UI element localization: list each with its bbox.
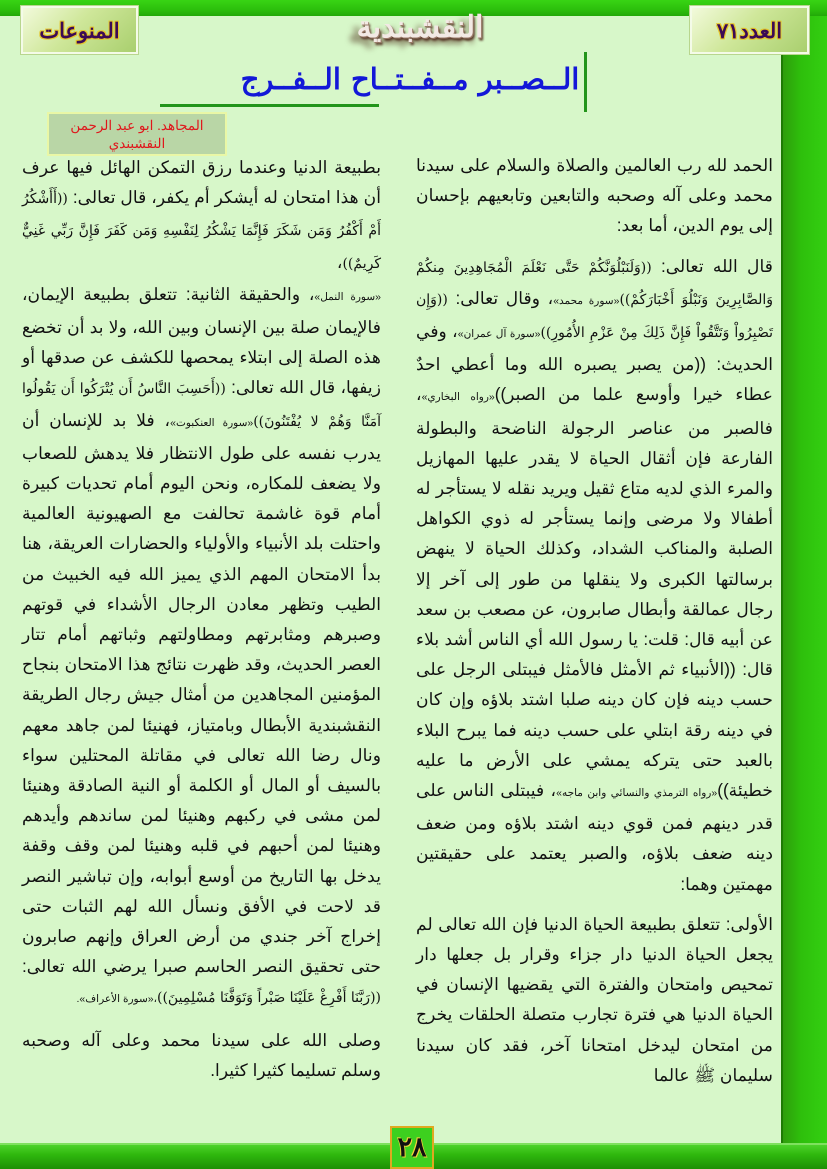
author-affiliation: النقشبندي	[108, 136, 166, 151]
article-column-left	[22, 152, 381, 1095]
quran-verse: ((أَأَشْكُرُ أَمْ أَكْفُرُ وَمَن شَكَرَ فَإِنَّمَا يَشْكُرُ لِنَفْسِهِ وَمَن كَفَرَ فَإِنَّ رَبِّي غَنِيٌّ كَرِيمٌ))	[22, 191, 381, 272]
quran-verse: ((أَحَسِبَ النَّاسُ أَن يُتْرَكُوا أَن يَقُولُوا آمَنَّا وَهُمْ لا يُفْتَنُونَ))	[22, 381, 381, 430]
reference: «سورة محمد»	[553, 294, 620, 307]
text-run: ، فالصبر من عناصر الرجولة الناضحة والبطولة الفارعة فإن أثقال الحياة لا يقدر عليها المهازيل والمرء الذي لديه متاع ثقيل ويريد نقله لا يستأجر له أطفالا ولا مرضى وإنما يستأجر له ذوي الكواهل الصلبة والمناكب الشداد، وكذلك الحياة لا ينهض برسالتها الكبرى ولا ينقلها من طور إلى آخر إلا رجال عمالقة وأبطال صابرون، عن مصعب بن سعد عن أبيه قال: قلت: يا رسول الله أي الناس أشد بلاء قال: ((الأنبياء ثم الأمثل فالأمثل فيبتلى الرجل على حسب دينه فإن كان دينه صلبا اشتد بلاؤه وإن كان في دينه رقة ابتلي على حسب دينه فما يبرح البلاء بالعبد حتى يتركه يمشي على الأرض ما عليه خطيئة))	[416, 384, 773, 801]
magazine-title: النقشبندية	[356, 10, 484, 45]
paragraph-first-truth: الأولى: تتعلق بطبيعة الحياة الدنيا فإن الله تعالى لم يجعل الحياة الدنيا دار جزاء وقرار بل جعلها دار تمحيص وامتحان والفترة التي يقضيها الإنسان في الحياة الدنيا هي فترة تجارب متصلة الحلقات يخرج من امتحان ليدخل امتحانا آخر، فقد كان سيدنا سليمان ﷺ عالما	[416, 913, 773, 1085]
title-divider-horizontal	[160, 104, 379, 107]
section-badge	[21, 6, 138, 54]
reference: ،«سورة الأعراف».	[76, 993, 157, 1006]
text-run: ، فيبتلى الناس على قدر دينهم فمن قوي دينه اشتد بلاؤه ومن ضعف دينه ضعف بلاؤه، والصبر يعتمد على حقيقتين مهمتين وهما:	[416, 780, 773, 894]
article-column-right	[416, 150, 773, 1100]
issue-label: العدد٧١	[716, 17, 783, 43]
page-number: ٢٨	[397, 1132, 427, 1163]
author-name: المجاهد. ابو عبد الرحمن	[70, 118, 204, 133]
reference: «رواه الترمذي والنسائي وابن ماجه»	[556, 787, 718, 800]
reference: «سورة النمل»	[314, 290, 381, 303]
text-run: قال الله تعالى:	[651, 255, 773, 276]
issue-badge	[690, 6, 809, 54]
hadith-text: ، وفي الحديث: ((من يصبر يصبره الله وما أعطي احدٌ عطاء خيرا وأوسع علما من الصبر))	[416, 321, 773, 405]
text-run: ، وقال تعالى:	[447, 287, 554, 308]
reference: «رواه البخاري»	[421, 391, 495, 404]
quran-verse: ((وَإِن تَصْبِرُواْ وَتَتَّقُواْ فَإِنَّ ذَلِكَ مِنْ عَزْمِ الأُمُورِ))	[416, 291, 773, 342]
reference: «سورة العنكبوت»	[170, 416, 254, 429]
author-box	[47, 112, 227, 156]
paragraph-continued	[22, 152, 381, 1015]
quran-verse: ((وَلَنَبْلُوَنَّكُمْ حَتَّى نَعْلَمَ الْمُجَاهِدِينَ مِنكُمْ وَالصَّابِرِينَ وَنَبْلُوَ أَخْبَارَكُمْ))	[416, 259, 773, 308]
title-divider-vertical	[584, 52, 587, 112]
paragraph-patience	[416, 251, 773, 899]
text-run: ، والحقيقة الثانية: تتعلق بطبيعة الإيمان، فالإيمان صلة بين الإنسان وبين الله، ولا بد أن تخضع هذه الصلة إلى ابتلاء يمحصها للكشف عن صدقها أو زيفها، قال الله تعالى:	[22, 283, 381, 398]
quran-verse: ((رَبَّنَا أَفْرِغْ عَلَيْنَا صَبْراً وَتَوَفَّنَا مُسْلِمِينَ))	[156, 990, 381, 1007]
text-run: بطبيعة الدنيا وعندما رزق التمكن الهائل فيها عرف أن هذا امتحان له أيشكر أم يكفر، قال تعالى:	[22, 157, 381, 208]
text-run: ، فلا بد للإنسان أن يدرب نفسه على طول الانتظار فلا يدهش للصعاب ولا يضعف للمكاره، ونحن اليوم أمام تحديات كبيرة أمام قوة غاشمة تحالفت مع الصهيونية العالمية واحتلت بلد الأنبياء والأولياء والحضارات العريقة، هنا بدأ الامتحان المهم الذي يميز الله فيه الخبيث من الطيب وتظهر معادن الرجال الأشداء في قوتهم وصبرهم ومثابرتهم ومطاولتهم وثباتهم أمام تتار العصر الحديث، وقد ظهرت نتائج هذا الامتحان بنجاح المؤمنين المجاهدين من أمثال جيش رجال الطريقة النقشبندية الأبطال وبامتياز، فهنيئا لمن جاهد معهم ونال رضا الله تعالى في مقاتلة المحتلين سواء بالسيف أو المال أو الكلمة أو النية الصادقة وهنيئا لمن مشى في ركبهم وهنيئا لمن ساندهم وأيدهم وهنيئا لمن أحبهم في قلبه وهنيئا لمن وقف وقفة يدخل بها التاريخ من أوسع أبوابه، وإن تباشير النصر قد لاحت في الأفق ونسأل الله لهم الثبات حتى إخراج آخر جندي من أرض العراق وإنهم صابرون حتى تحقيق النصر الحاسم صبرا يرضي الله تعالى:	[22, 409, 381, 977]
section-label: المنوعات	[39, 17, 120, 43]
paragraph-intro: الحمد لله رب العالمين والصلاة والسلام على سيدنا محمد وعلى آله وصحبه والتابعين وتابعيهم بإحسان إلى يوم الدين، أما بعد:	[416, 155, 773, 236]
page-number-badge	[390, 1126, 434, 1169]
right-frame-bar	[781, 16, 827, 1169]
article-title: الــصــبر مــفــتــاح الــفــرج	[240, 62, 580, 96]
paragraph-closing: وصلى الله على سيدنا محمد وعلى آله وصحبه وسلم تسليما كثيرا كثيرا.	[22, 1029, 381, 1080]
text-run: ،	[336, 251, 343, 272]
reference: «سورة آل عمران»	[457, 328, 541, 341]
